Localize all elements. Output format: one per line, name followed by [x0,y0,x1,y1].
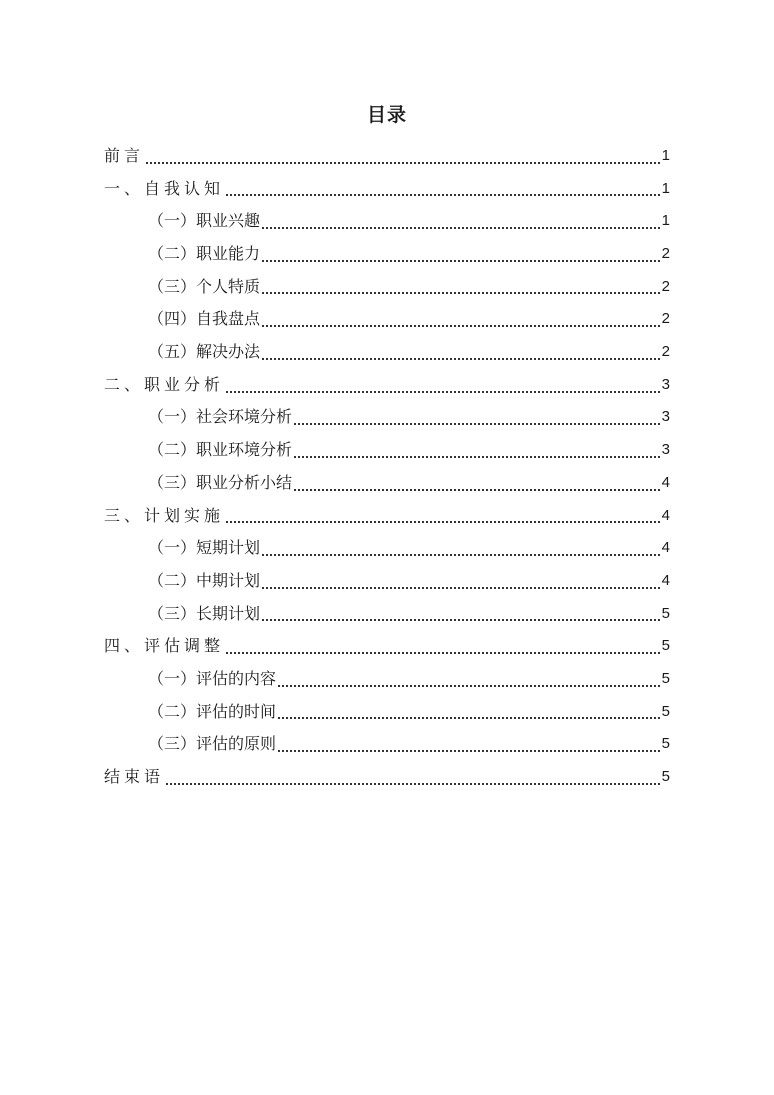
toc-entry[interactable] [104,369,670,402]
toc-entry[interactable] [104,336,670,369]
toc-entry[interactable] [104,402,670,435]
toc-entry-label: （二）职业环境分析 [148,440,293,460]
toc-entry-page-number: 5 [661,702,670,720]
toc-entry-label: （三）职业分析小结 [148,472,293,492]
toc-entry-label: （二）中期计划 [148,570,261,590]
toc-entry[interactable] [104,467,670,500]
toc-dot-leader [294,456,660,458]
toc-dot-leader [294,489,660,491]
toc-dot-leader [262,587,660,589]
toc-dot-leader [278,750,660,752]
toc-entry-label: 结束语 [104,767,165,787]
toc-entry-label: （一）评估的内容 [148,668,277,688]
toc-entry-page-number: 2 [661,343,670,361]
toc-entry[interactable] [104,630,670,663]
toc-dot-leader [262,358,660,360]
toc-entry-label: （四）自我盘点 [148,309,261,329]
toc-entry[interactable] [104,238,670,271]
toc-entry-page-number: 5 [661,604,670,622]
toc-entry-label: （一）短期计划 [148,538,261,558]
toc-dot-leader [262,292,660,294]
toc-entry[interactable] [104,434,670,467]
toc-dot-leader [226,391,660,393]
toc-entry[interactable] [104,761,670,794]
toc-title: 目录 [366,104,407,126]
toc-entry-page-number: 4 [661,571,670,589]
toc-entry-page-number: 3 [661,441,670,459]
toc-entry-label: 前言 [104,145,145,165]
toc-entry-page-number: 2 [661,310,670,328]
toc-entry[interactable] [104,500,670,533]
toc-entry-page-number: 4 [661,473,670,491]
toc-entry[interactable] [104,271,670,304]
toc-entry-page-number: 3 [661,408,670,426]
toc-entry[interactable] [104,728,670,761]
toc-entry[interactable] [104,303,670,336]
toc-entry[interactable] [104,696,670,729]
toc-dot-leader [262,619,660,621]
toc-entry[interactable] [104,598,670,631]
toc-entry-page-number: 5 [661,637,670,655]
toc-entry[interactable] [104,565,670,598]
toc-entry-label: （三）个人特质 [148,276,261,296]
toc-entry-page-number: 1 [661,146,670,164]
toc-dot-leader [262,260,660,262]
toc-entry-page-number: 5 [661,735,670,753]
toc-entry-page-number: 4 [661,539,670,557]
toc-entry-page-number: 3 [661,375,670,393]
toc-dot-leader [146,162,660,164]
toc-dot-leader [278,717,660,719]
toc-entry-page-number: 1 [661,179,670,197]
toc-entry-label: 二、职业分析 [104,374,225,394]
toc-entry[interactable] [104,173,670,206]
toc-entry-label: （二）职业能力 [148,244,261,264]
table-of-contents [104,140,670,794]
toc-dot-leader [226,521,660,523]
toc-entry-label: （三）长期计划 [148,603,261,623]
toc-dot-leader [226,194,660,196]
toc-entry-page-number: 4 [661,506,670,524]
toc-dot-leader [262,554,660,556]
toc-dot-leader [226,652,660,654]
toc-entry-page-number: 1 [661,212,670,230]
toc-entry[interactable] [104,205,670,238]
toc-entry[interactable] [104,140,670,173]
toc-dot-leader [262,227,660,229]
toc-entry-label: 一、自我认知 [104,178,225,198]
toc-entry-label: （一）社会环境分析 [148,407,293,427]
toc-dot-leader [278,685,660,687]
toc-entry-label: 三、计划实施 [104,505,225,525]
toc-entry-page-number: 5 [661,768,670,786]
toc-dot-leader [294,423,660,425]
toc-entry-page-number: 2 [661,277,670,295]
toc-entry-label: （一）职业兴趣 [148,211,261,231]
toc-dot-leader [262,325,660,327]
toc-entry-label: 四、评估调整 [104,636,225,656]
toc-entry-page-number: 2 [661,245,670,263]
toc-entry-label: （五）解决办法 [148,342,261,362]
toc-entry-page-number: 5 [661,669,670,687]
toc-entry[interactable] [104,663,670,696]
toc-entry[interactable] [104,532,670,565]
toc-entry-label: （三）评估的原则 [148,734,277,754]
toc-dot-leader [166,783,660,785]
toc-entry-label: （二）评估的时间 [148,701,277,721]
